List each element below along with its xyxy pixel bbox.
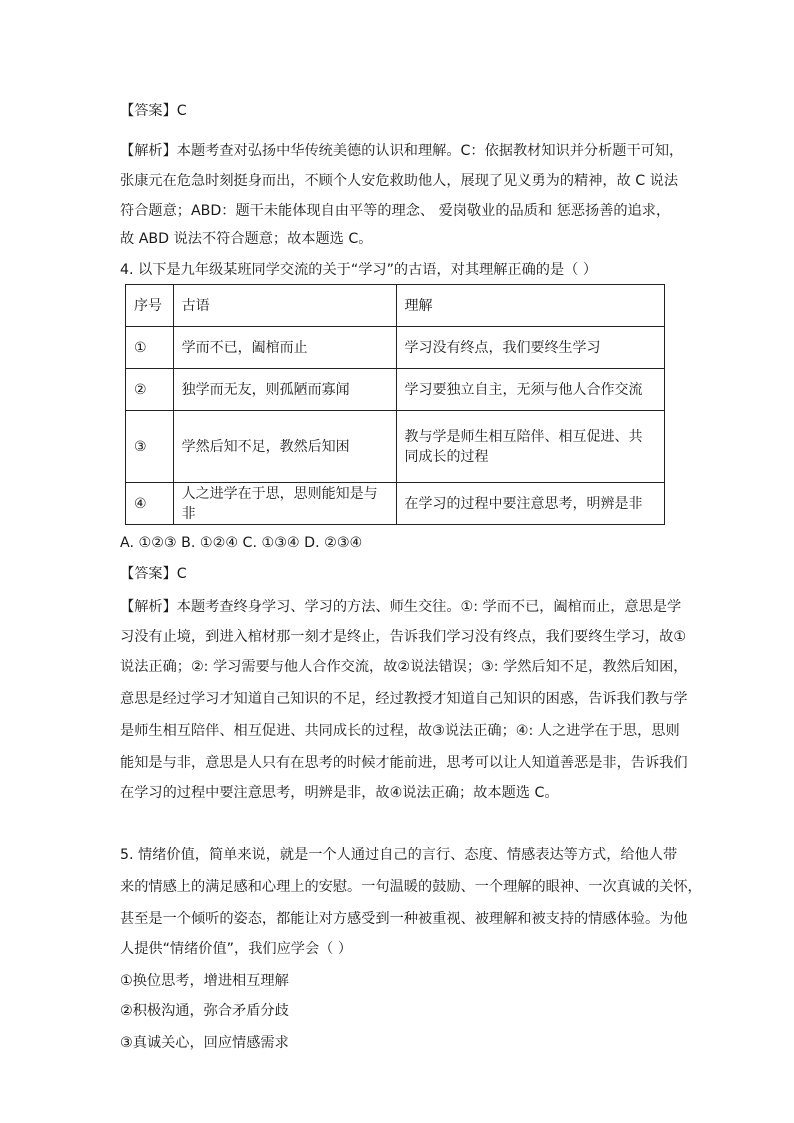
q5-stem-line: 来的情感上的满足感和心理上的安慰。一句温暖的鼓励、一个理解的眼神、一次真诚的关怀，	[120, 879, 702, 895]
q3-analysis-line: 故 ABD 说法不符合题意；故本题选 C。	[120, 231, 373, 247]
table-header-row	[126, 285, 665, 327]
q5-option: ①换位思考，增进相互理解	[120, 973, 289, 989]
q4-analysis-line: 说法正确；②: 学习需要与他人合作交流，故②说法错误；③: 学然后知不足，教然后知困，	[120, 659, 688, 675]
row-understanding: 教与学是师生相互陪伴、相互促进、共同成长的过程	[396, 411, 665, 483]
answer-value: C	[176, 566, 187, 582]
row-proverb: 学而不已，阖棺而止	[173, 327, 396, 369]
row-index: ①	[126, 327, 174, 369]
table-row	[126, 327, 665, 369]
row-proverb: 独学而无友，则孤陋而寡闻	[173, 369, 396, 411]
q4-analysis-line: 意思是经过学习才知道自己知识的不足，经过教授才知道自己知识的困惑，告诉我们教与学	[120, 691, 688, 707]
row-index: ④	[126, 483, 174, 525]
answer-label: 【答案】	[120, 103, 177, 119]
answer-value: C	[176, 103, 187, 119]
row-understanding: 在学习的过程中要注意思考，明辨是非	[396, 483, 665, 525]
q3-analysis-line: 符合题意；ABD：题干未能体现自由平等的理念、 爱岗敬业的品质和 惩恶扬善的追求，	[120, 203, 671, 219]
q4-options: A. ①②③ B. ①②④ C. ①③④ D. ②③④	[120, 535, 363, 551]
q5-stem-line: 5. 情绪价值，简单来说，就是一个人通过自己的言行、态度、情感表达等方式，给他人带	[120, 847, 678, 863]
q4-analysis-line: 能知是与非，意思是人只有在思考的时候才能前进，思考可以让人知道善恶是非，告诉我们	[120, 755, 688, 771]
q4-analysis-line: 在学习的过程中要注意思考，明辨是非，故④说法正确；故本题选 C。	[120, 785, 559, 801]
q4-answer	[120, 564, 187, 584]
q4-analysis-line: 是师生相互陪伴、相互促进、共同成长的过程，故③说法正确；④: 人之进学在于思，思则	[120, 723, 680, 739]
q4-analysis-line: 【解析】本题考查终身学习、学习的方法、师生交往。①: 学而不已，阖棺而止，意思是学	[120, 599, 682, 615]
row-understanding: 学习要独立自主，无须与他人合作交流	[396, 369, 665, 411]
q5-stem-line: 人提供“情绪价值”，我们应学会（ ）	[120, 941, 353, 957]
row-proverb: 人之进学在于思，思则能知是与非	[173, 483, 396, 525]
q5-option: ②积极沟通，弥合矛盾分歧	[120, 1003, 289, 1019]
table-row	[126, 483, 665, 525]
q4-table	[125, 284, 665, 525]
q5-stem-line: 甚至是一个倾听的姿态，都能让对方感受到一种被重视、被理解和被支持的情感体验。为他	[120, 911, 688, 927]
header-understanding: 理解	[396, 285, 665, 327]
row-index: ③	[126, 411, 174, 483]
row-index: ②	[126, 369, 174, 411]
q5-option: ③真诚关心，回应情感需求	[120, 1035, 289, 1051]
q3-analysis-line: 张康元在危急时刻挺身而出，不顾个人安危救助他人，展现了见义勇为的精神，故 C 说法	[120, 173, 679, 189]
q3-analysis-line: 【解析】本题考查对弘扬中华传统美德的认识和理解。C：依据教材知识并分析题干可知，	[120, 143, 684, 159]
q4-stem: 4. 以下是九年级某班同学交流的关于“学习”的古语，对其理解正确的是（ ）	[120, 262, 598, 278]
q4-analysis-line: 习没有止境，到进入棺材那一刻才是终止，告诉我们学习没有终点，我们要终生学习，故①	[120, 629, 687, 645]
answer-label: 【答案】	[120, 566, 177, 582]
row-understanding: 学习没有终点，我们要终生学习	[396, 327, 665, 369]
header-index: 序号	[126, 285, 174, 327]
header-proverb: 古语	[173, 285, 396, 327]
q3-answer	[120, 101, 187, 121]
row-proverb: 学然后知不足，教然后知困	[173, 411, 396, 483]
table-row	[126, 411, 665, 483]
table-row	[126, 369, 665, 411]
